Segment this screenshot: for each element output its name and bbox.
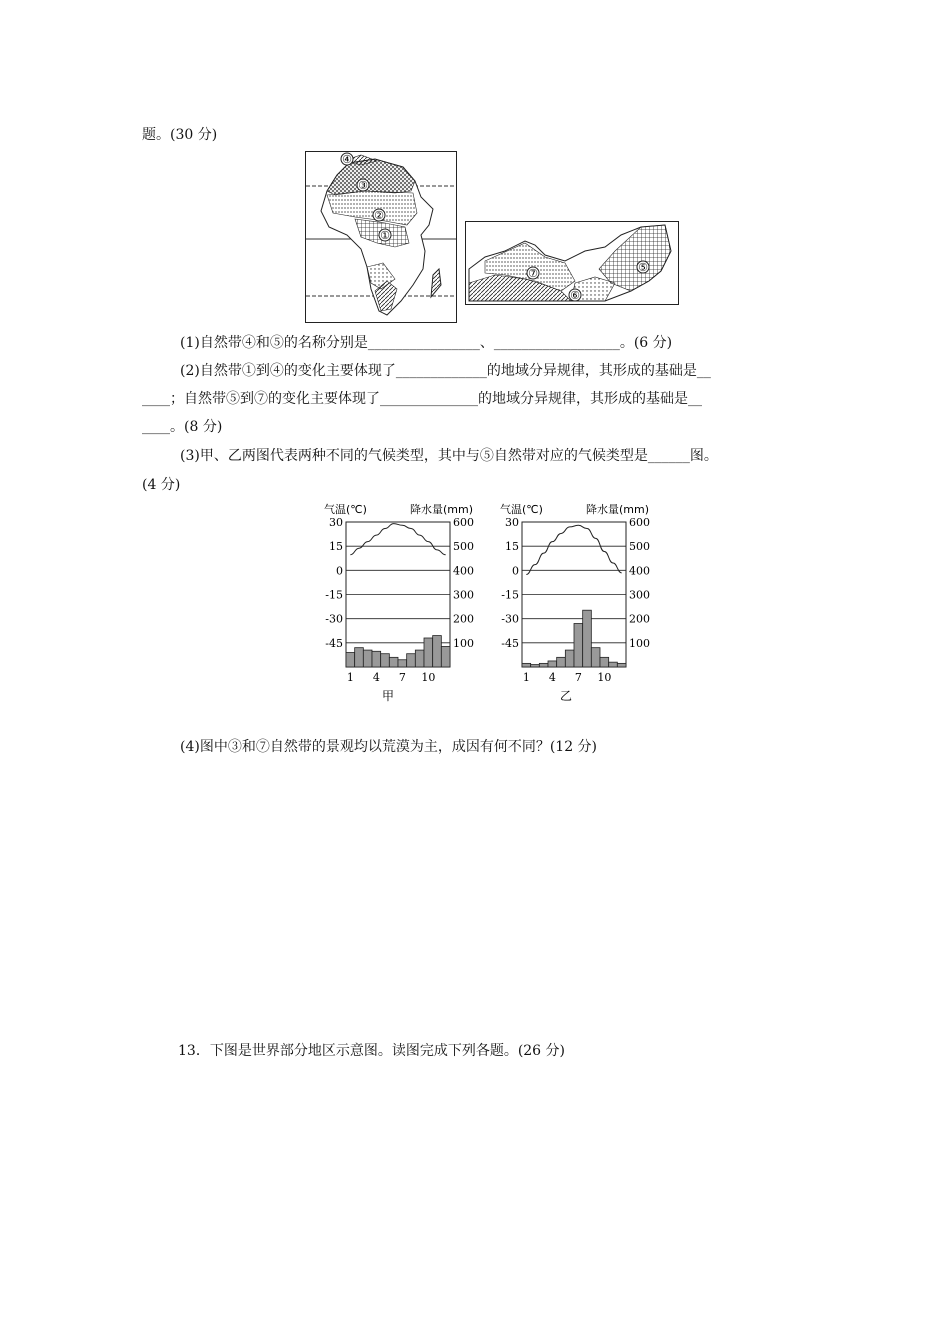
- precip-bar: [363, 650, 372, 667]
- climate-chart-yi: [494, 500, 654, 705]
- precip-bar: [381, 654, 390, 667]
- precip-bar: [583, 610, 592, 667]
- part-4: (4)图中③和⑦自然带的景观均以荒漠为主，成因有何不同？(12 分): [180, 739, 598, 755]
- precip-tick-label: 200: [453, 612, 474, 626]
- part-2a: (2)自然带①到④的变化主要体现了_____________的地域分异规律，其形成的基础是__: [180, 363, 711, 379]
- precip-tick-label: 600: [453, 516, 474, 529]
- temp-tick-label: -30: [325, 612, 343, 626]
- precip-bar: [441, 646, 450, 667]
- precip-bar: [346, 653, 355, 668]
- precip-tick-label: 100: [629, 636, 650, 650]
- precip-bar: [565, 650, 574, 667]
- asia-map: [465, 221, 679, 305]
- month-tick-label: 4: [548, 671, 556, 684]
- precip-tick-label: 600: [629, 516, 650, 529]
- precip-bar: [609, 662, 618, 667]
- precip-bar: [424, 638, 433, 667]
- precip-bar: [531, 665, 540, 667]
- precip-bar: [574, 624, 583, 668]
- question-header: 题。(30 分): [142, 127, 218, 143]
- zone-4-label: ④: [342, 153, 352, 166]
- temp-tick-label: 15: [329, 540, 343, 554]
- precip-bar: [355, 648, 364, 667]
- precip-tick-label: 500: [629, 540, 650, 554]
- precip-tick-label: 400: [453, 564, 474, 578]
- temp-tick-label: 15: [505, 540, 519, 554]
- precip-tick-label: 300: [453, 588, 474, 602]
- month-tick-label: 7: [574, 671, 582, 684]
- month-tick-label: 7: [398, 671, 406, 684]
- part-3b: (4 分): [142, 477, 181, 493]
- part-2b: ____；自然带⑤到⑦的变化主要体现了______________的地域分异规律，其形成的基础是__: [142, 391, 702, 407]
- month-tick-label: 4: [372, 671, 380, 684]
- zone-3-label: ③: [358, 179, 368, 192]
- precip-bar: [415, 650, 424, 667]
- precip-tick-label: 100: [453, 636, 474, 650]
- part-3a: (3)甲、乙两图代表两种不同的气候类型，其中与⑤自然带对应的气候类型是______图。: [180, 448, 718, 464]
- temperature-line: [526, 525, 621, 574]
- temp-tick-label: 30: [505, 516, 519, 529]
- precip-bar: [617, 663, 626, 667]
- temp-tick-label: 0: [512, 564, 519, 578]
- temp-tick-label: -45: [501, 636, 519, 650]
- precip-tick-label: 200: [629, 612, 650, 626]
- temp-tick-label: -15: [501, 588, 519, 602]
- precip-bar: [557, 657, 566, 667]
- zone-7-label: ⑦: [528, 267, 538, 280]
- part-2c: ____。(8 分): [142, 419, 223, 435]
- climate-chart-jia: [318, 500, 478, 705]
- month-tick-label: 1: [522, 671, 530, 684]
- zone-1-label: ①: [380, 229, 390, 242]
- precip-bar: [548, 661, 557, 667]
- month-tick-label: 10: [597, 671, 612, 684]
- month-tick-label: 10: [421, 671, 436, 684]
- precip-axis-label: 降水量(mm): [586, 503, 650, 516]
- zone-6-label: ⑥: [570, 289, 580, 302]
- temp-axis-label: 气温(℃): [500, 503, 543, 516]
- chart-caption: 乙: [559, 689, 573, 703]
- precip-tick-label: 400: [629, 564, 650, 578]
- part-1: (1)自然带④和⑤的名称分别是________________、__________________。(6 分): [180, 335, 673, 351]
- chart-caption: 甲: [381, 689, 395, 703]
- precip-bar: [398, 660, 407, 667]
- africa-map: [305, 151, 457, 323]
- temperature-line: [350, 524, 445, 555]
- temp-tick-label: -45: [325, 636, 343, 650]
- temp-axis-label: 气温(℃): [324, 503, 367, 516]
- precip-bar: [433, 636, 442, 667]
- precip-bar: [372, 651, 381, 667]
- zone-2-label: ②: [374, 209, 384, 222]
- temp-tick-label: 0: [336, 564, 343, 578]
- precip-bar: [522, 663, 531, 667]
- precip-tick-label: 300: [629, 588, 650, 602]
- temp-tick-label: 30: [329, 516, 343, 529]
- precip-bar: [600, 657, 609, 667]
- precip-bar: [591, 648, 600, 667]
- temp-tick-label: -15: [325, 588, 343, 602]
- precip-bar: [539, 663, 548, 667]
- precip-tick-label: 500: [453, 540, 474, 554]
- precip-axis-label: 降水量(mm): [410, 503, 474, 516]
- month-tick-label: 1: [346, 671, 354, 684]
- zone-5-label: ⑤: [638, 261, 648, 274]
- precip-bar: [389, 657, 398, 667]
- temp-tick-label: -30: [501, 612, 519, 626]
- precip-bar: [407, 654, 416, 667]
- question-13: 13．下图是世界部分地区示意图。读图完成下列各题。(26 分): [178, 1043, 566, 1059]
